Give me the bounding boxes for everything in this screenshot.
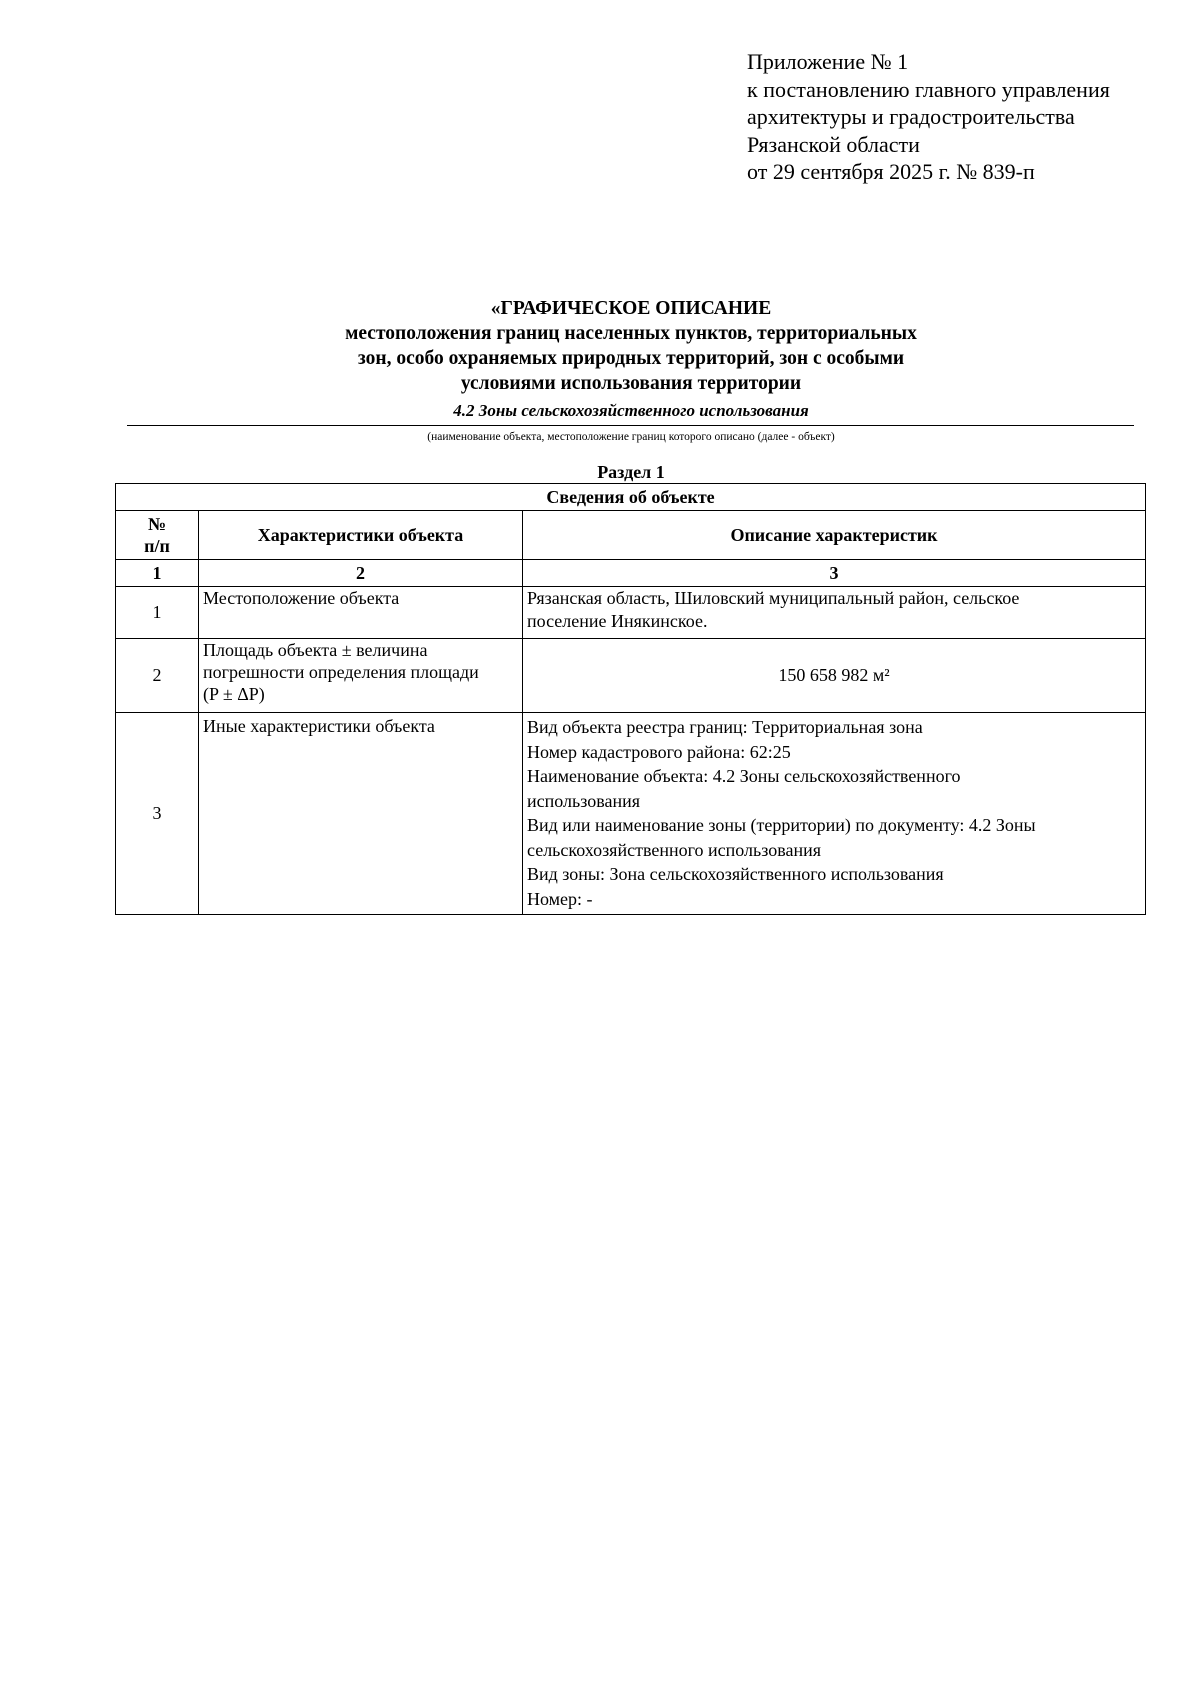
appendix-line: архитектуры и градостроительства <box>747 104 1075 129</box>
header-number-line: № <box>147 514 167 534</box>
row-description <box>523 587 1146 639</box>
characteristic-line: Площадь объекта ± величина <box>203 640 428 660</box>
column-number: 1 <box>116 560 199 587</box>
table-row <box>116 587 1146 639</box>
object-name: 4.2 Зоны сельскохозяйственного использования <box>453 401 809 420</box>
column-number: 2 <box>199 560 523 587</box>
row-description <box>523 713 1146 915</box>
row-number: 2 <box>116 639 199 713</box>
column-number-row <box>116 560 1146 587</box>
row-number: 3 <box>116 713 199 915</box>
characteristic-line: погрешности определения площади <box>203 662 479 682</box>
title-line: «ГРАФИЧЕСКОЕ ОПИСАНИЕ <box>490 298 772 319</box>
description-line: Рязанская область, Шиловский муниципальный район, сельское <box>527 588 1020 608</box>
row-description <box>523 639 1146 713</box>
row-number: 1 <box>116 587 199 639</box>
table-header-row <box>116 511 1146 560</box>
document-title <box>0 296 1200 396</box>
description-line: Наименование объекта: 4.2 Зоны сельскохозяйственного <box>527 766 961 786</box>
description-line: Вид или наименование зоны (территории) по документу: 4.2 Зоны <box>527 815 1036 835</box>
area-value: 150 658 982 м² <box>778 665 890 685</box>
object-name-caption: (наименование объекта, местоположение границ которого описано (далее - объект) <box>427 431 835 443</box>
appendix-line: Приложение № 1 <box>747 49 909 74</box>
description-line: использования <box>527 790 641 811</box>
characteristic-line: Местоположение объекта <box>203 588 400 608</box>
appendix-line: к постановлению главного управления <box>747 76 1110 102</box>
table-row <box>116 639 1146 713</box>
object-name-underline <box>127 425 1134 426</box>
row-characteristic <box>199 587 523 639</box>
header-description: Описание характеристик <box>523 511 1146 560</box>
appendix-line: Рязанской области <box>747 131 920 157</box>
object-info-table <box>115 483 1146 915</box>
header-number-line: п/п <box>144 536 170 556</box>
appendix-line: от 29 сентября 2025 г. № 839-п <box>747 159 1035 184</box>
row-characteristic <box>199 639 523 713</box>
description-line: Номер: - <box>527 888 593 909</box>
header-number <box>116 511 199 560</box>
row-characteristic <box>199 713 523 915</box>
description-line: сельскохозяйственного использования <box>527 839 822 860</box>
appendix-block <box>747 48 1110 186</box>
description-line: Номер кадастрового района: 62:25 <box>527 741 791 762</box>
characteristic-line: (P ± ΔP) <box>203 684 265 704</box>
title-line: зон, особо охраняемых природных территорий, зон с особыми <box>357 348 905 369</box>
description-line: поселение Инякинское. <box>527 611 708 631</box>
characteristic-line: Иные характеристики объекта <box>203 716 435 736</box>
title-line: местоположения границ населенных пунктов, территориальных <box>345 323 917 344</box>
table-title-row <box>116 484 1146 511</box>
title-line: условиями использования территории <box>460 373 802 394</box>
table-title: Сведения об объекте <box>116 484 1146 511</box>
table-row <box>116 713 1146 915</box>
header-characteristics: Характеристики объекта <box>199 511 523 560</box>
section-title: Раздел 1 <box>597 462 665 482</box>
description-line: Вид зоны: Зона сельскохозяйственного использования <box>527 864 944 884</box>
description-line: Вид объекта реестра границ: Территориальная зона <box>527 717 923 737</box>
column-number: 3 <box>523 560 1146 587</box>
